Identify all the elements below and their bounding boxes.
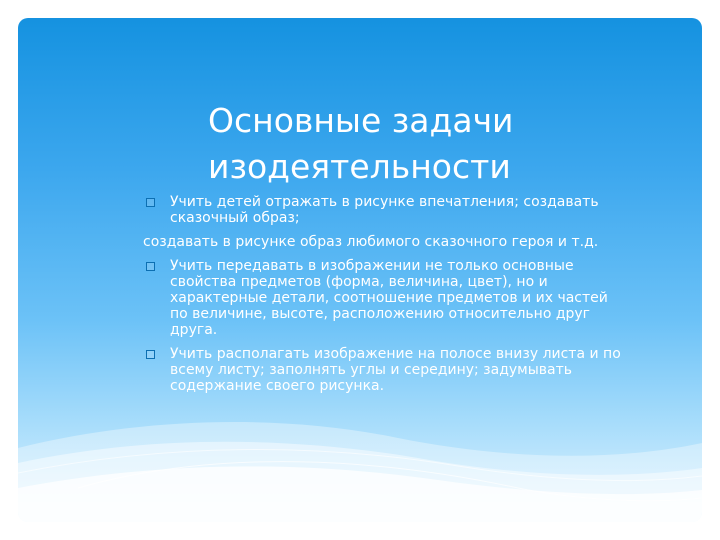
bullet-item	[143, 258, 623, 338]
square-bullet-icon	[146, 350, 155, 359]
slide-body	[143, 194, 623, 402]
square-bullet-icon	[146, 262, 155, 271]
bullet-item	[143, 346, 623, 394]
bullet-text: Учить располагать изображение на полосе внизу листа и по всему листу; заполнять углы и середину; задумывать содержание своего рисунка.	[170, 346, 621, 394]
slide-panel	[18, 18, 702, 522]
square-bullet-icon	[146, 198, 155, 207]
slide-title-line-1: Основные задачи	[208, 101, 514, 140]
bullet-item	[143, 194, 623, 226]
slide-title	[208, 98, 608, 190]
plain-text-line: создавать в рисунке образ любимого сказочного героя и т.д.	[143, 234, 599, 250]
bullet-text: Учить передавать в изображении не только основные свойства предметов (форма, величина, цвет), но и характерные детали, соотношение предметов и их частей по величине, высоте, расположению относительно друг друга.	[170, 258, 608, 338]
bullet-text: Учить детей отражать в рисунке впечатления; создавать сказочный образ;	[170, 194, 599, 226]
slide-title-line-2: изодеятельности	[208, 147, 511, 186]
